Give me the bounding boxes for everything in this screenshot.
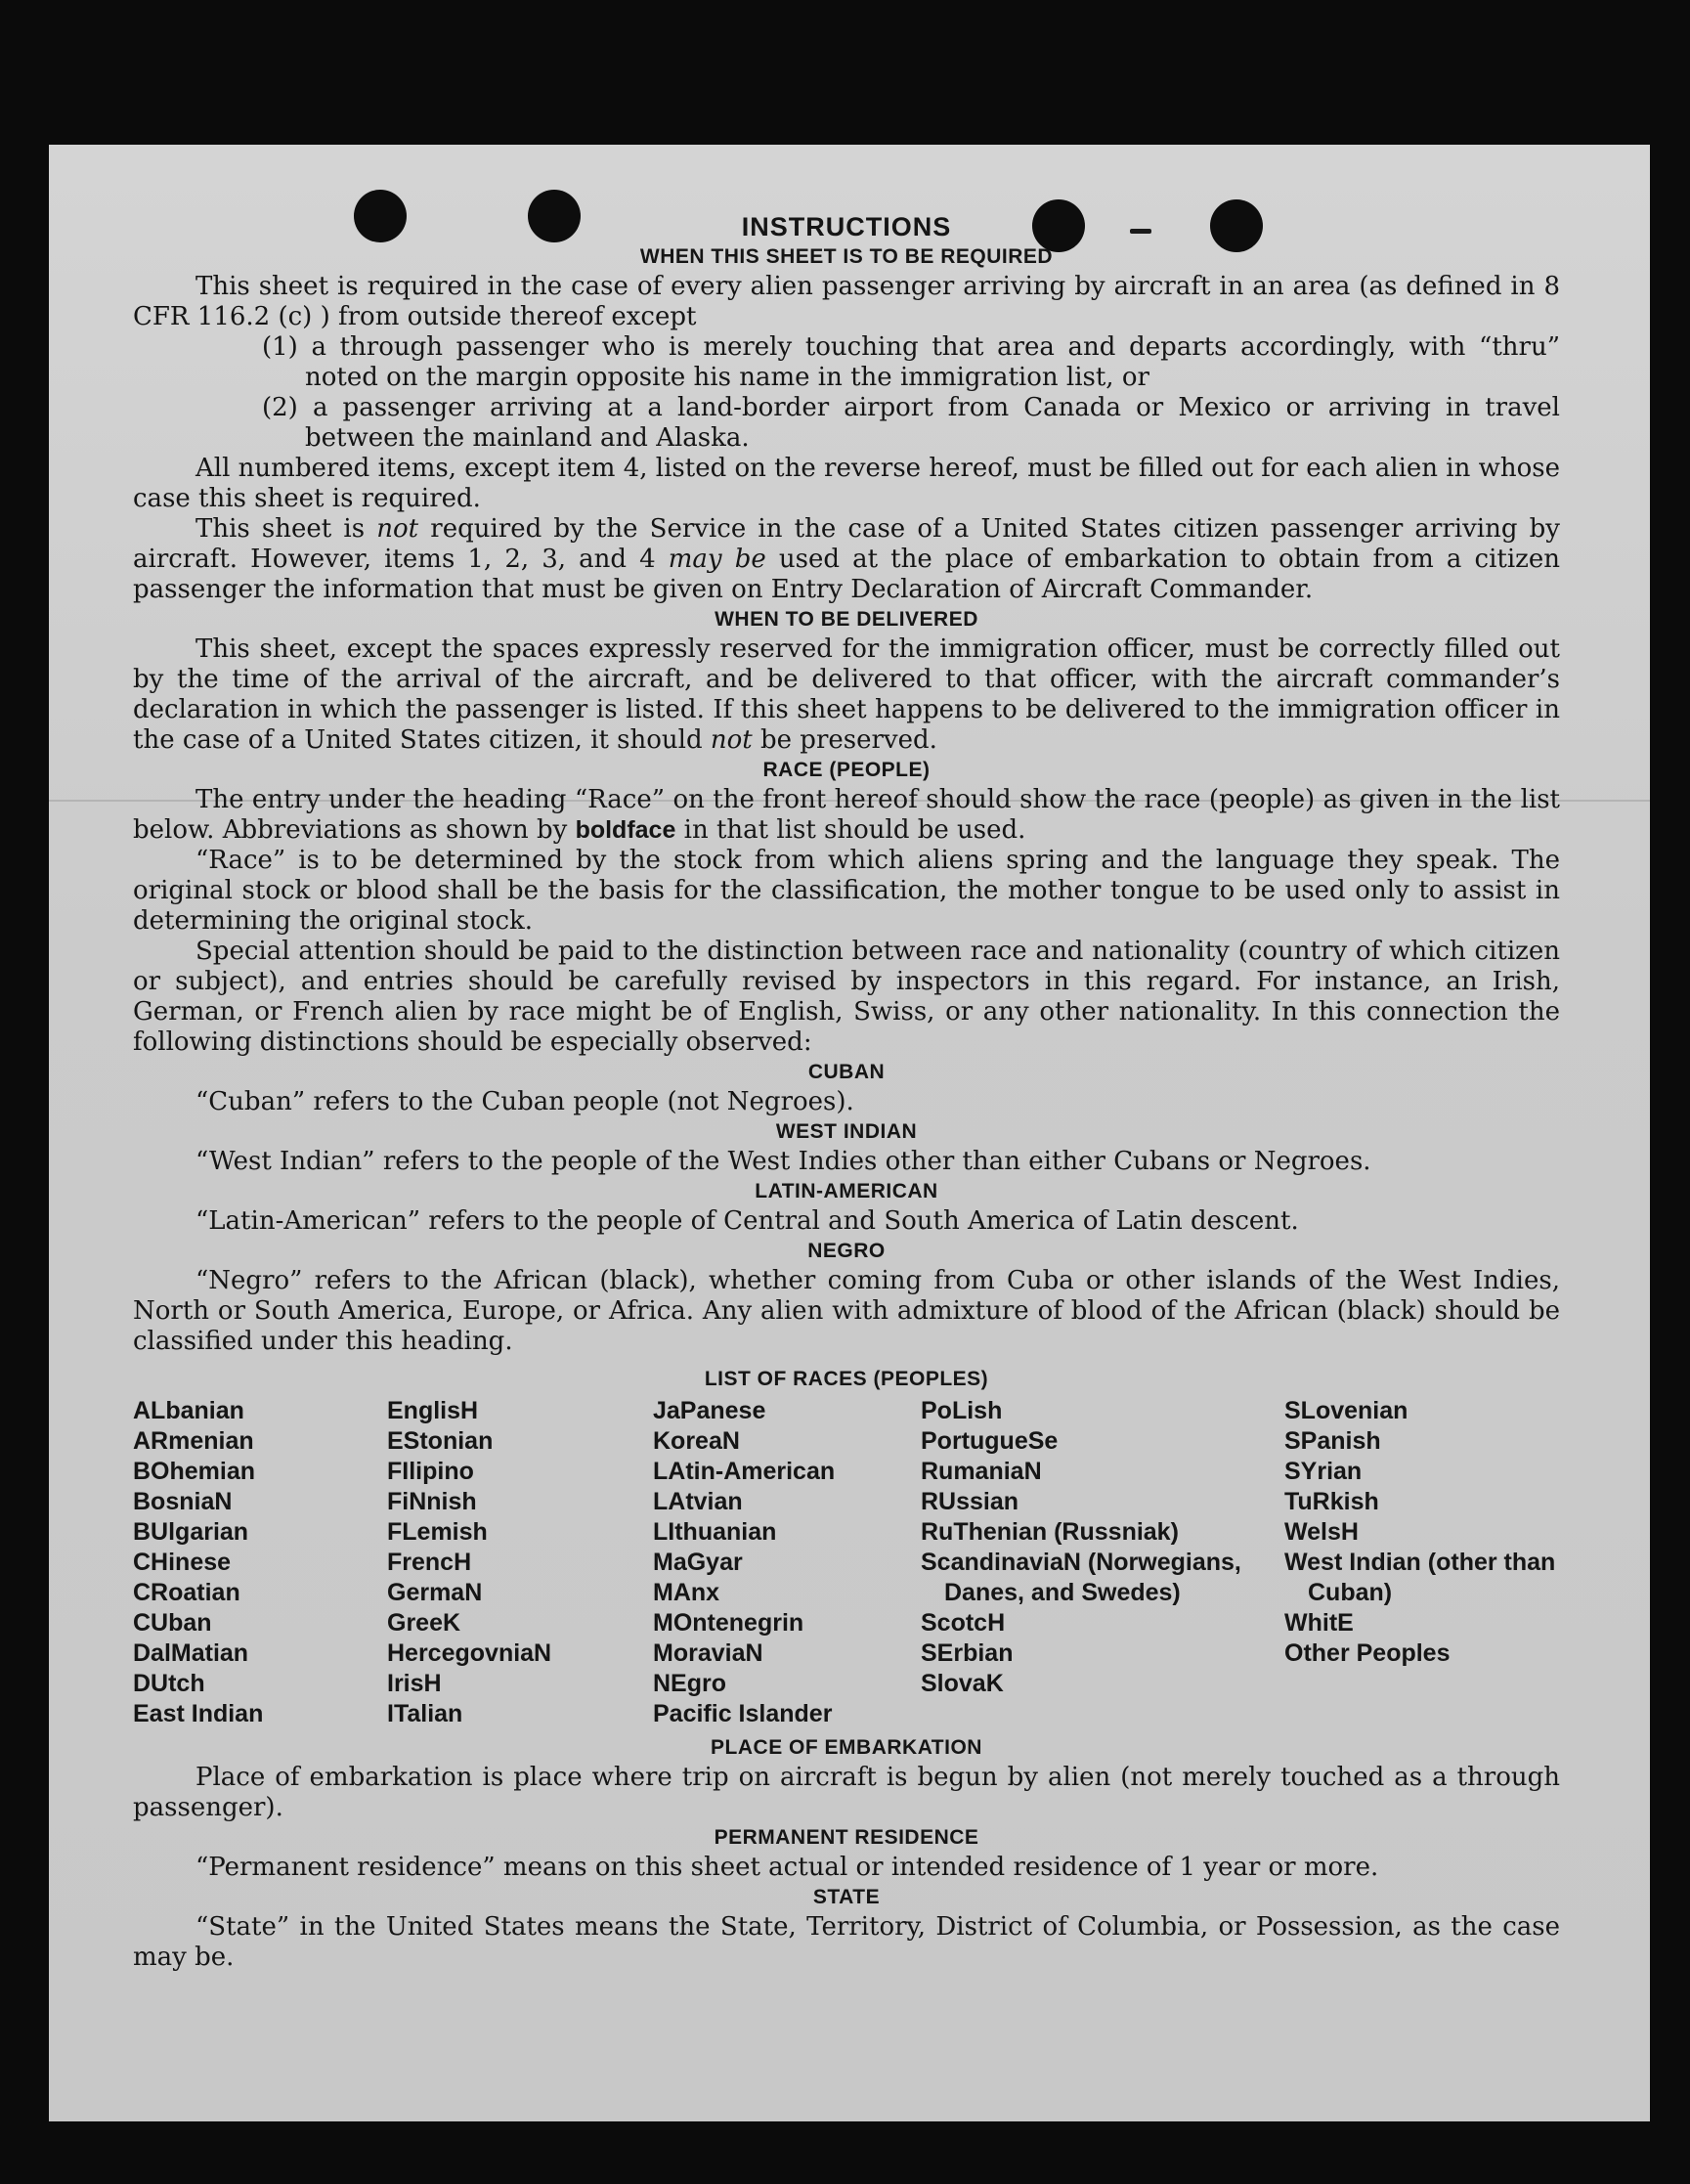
race-entry: SLovenian [1284, 1397, 1408, 1424]
race-entry: WelsH [1284, 1518, 1359, 1546]
race-entry: GermaN [387, 1579, 483, 1606]
race-entry: CRoatian [133, 1579, 240, 1606]
race-entry: ScotcH [921, 1609, 1006, 1637]
race-entry: PortugueSe [921, 1427, 1059, 1455]
race-entry: DUtch [133, 1670, 205, 1697]
race-entry: SYrian [1284, 1458, 1363, 1485]
race-entry: DalMatian [133, 1639, 249, 1667]
race-entry: RuThenian (Russniak) [921, 1518, 1179, 1546]
paragraph-embarkation: Place of embarkation is place where trip on aircraft is begun by alien (not merely touched as a through passenger). [133, 1763, 1560, 1822]
race-entry: FrencH [387, 1549, 472, 1576]
paragraph-latin-american: “Latin-American” refers to the people of Central and South America of Latin descent. [195, 1206, 1299, 1236]
paragraph-state: “State” in the United States means the State, Territory, District of Columbia, or Possession, as the case may be. [133, 1912, 1560, 1972]
paragraph-race-stock: “Race” is to be determined by the stock from which aliens spring and the language they speak. The original stock or blood shall be the basis for the classification, the mother tongue to be used only to assist in determining the original stock. [133, 846, 1560, 936]
race-entry: Pacific Islander [653, 1700, 833, 1727]
race-entry: SPanish [1284, 1427, 1381, 1455]
heading-state: STATE [812, 1886, 881, 1908]
race-entry: MOntenegrin [653, 1609, 804, 1637]
paragraph-cuban: “Cuban” refers to the Cuban people (not Negroes). [195, 1087, 854, 1116]
heading-list-of-races: LIST OF RACES (PEOPLES) [704, 1368, 989, 1390]
race-entry: PoLish [921, 1397, 1003, 1424]
race-entry: CHinese [133, 1549, 232, 1576]
race-entry: ITalian [387, 1700, 463, 1727]
paragraph-permanent-residence: “Permanent residence” means on this sheet actual or intended residence of 1 year or more. [195, 1853, 1379, 1882]
race-entry: NEgro [653, 1670, 726, 1697]
paragraph-west-indian: “West Indian” refers to the people of the West Indies other than either Cubans or Negroes. [195, 1147, 1371, 1176]
race-entry: BosniaN [133, 1488, 233, 1515]
race-entry: FiNnish [387, 1488, 477, 1515]
paragraph-delivered: This sheet, except the spaces expressly reserved for the immigration officer, must be correctly filled out by the time of the arrival of the aircraft, and be delivered to that officer, with the aircraft commander’s declaration in which the passenger is listed. If this sheet happens to be delivered to the immigration officer in the case of a United States citizen, it should not be preserved. [133, 634, 1560, 755]
paragraph-negro: “Negro” refers to the African (black), whether coming from Cuba or other islands of the West Indies, North or South America, Europe, or Africa. Any alien with admixture of blood of the African (black) should be classified under this heading. [133, 1266, 1560, 1356]
heading-race: RACE (PEOPLE) [762, 759, 931, 781]
races-column-3 [653, 1396, 921, 1729]
race-entry: TuRkish [1284, 1488, 1379, 1515]
race-entry: CUban [133, 1609, 212, 1637]
race-entry: FIlipino [387, 1458, 474, 1485]
race-entry: JaPanese [653, 1397, 766, 1424]
heading-cuban: CUBAN [807, 1061, 886, 1083]
paragraph-race-nationality: Special attention should be paid to the distinction between race and nationality (country of which citizen or subject), and entries should be carefully revised by inspectors in this regard. For instance, an Irish, German, or French alien by race might be of English, Swiss, or any other nationality. In this connection the following distinctions should be especially observed: [133, 937, 1560, 1057]
race-entry: WhitE [1284, 1609, 1354, 1637]
race-entry: LAtin-American [653, 1458, 836, 1485]
race-entry: LIthuanian [653, 1518, 777, 1546]
instructions-content [133, 211, 1560, 1973]
race-entry: MaGyar [653, 1549, 743, 1576]
exception-item-1: (1) a through passenger who is merely touching that area and departs accordingly, with “thru” noted on the margin opposite his name in the immigration list, or [262, 332, 1560, 392]
heading-negro: NEGRO [807, 1240, 886, 1262]
race-entry: MoraviaN [653, 1639, 763, 1667]
race-entry: ALbanian [133, 1397, 244, 1424]
race-entry: EnglisH [387, 1397, 479, 1424]
heading-permanent-residence: PERMANENT RESIDENCE [714, 1826, 979, 1849]
document-title: INSTRUCTIONS [741, 212, 952, 241]
race-entry: HercegovniaN [387, 1639, 552, 1667]
heading-embarkation: PLACE OF EMBARKATION [711, 1736, 982, 1759]
document-sheet [49, 145, 1650, 2121]
races-list [133, 1396, 1560, 1729]
race-entry: SErbian [921, 1639, 1014, 1667]
races-column-2 [387, 1396, 653, 1729]
paragraph-required: This sheet is required in the case of every alien passenger arriving by aircraft in an area (as defined in 8 CFR 116.2 (c) ) from outside thereof except [133, 272, 1560, 331]
race-entry: LAtvian [653, 1488, 743, 1515]
race-entry: KoreaN [653, 1427, 740, 1455]
race-entry: BOhemian [133, 1458, 256, 1485]
races-column-4 [921, 1396, 1284, 1729]
heading-latin-american: LATIN-AMERICAN [755, 1180, 938, 1202]
race-entry: GreeK [387, 1609, 461, 1637]
paragraph-race-entry: The entry under the heading “Race” on the front hereof should show the race (people) as given in the list below. Abbreviations as shown by boldface in that list should be used. [133, 785, 1560, 845]
race-entry: IrisH [387, 1670, 442, 1697]
race-entry: Other Peoples [1284, 1639, 1451, 1667]
race-entry: BUlgarian [133, 1518, 249, 1546]
race-entry: East Indian [133, 1700, 264, 1727]
exception-item-2: (2) a passenger arriving at a land-border airport from Canada or Mexico or arriving in travel between the mainland and Alaska. [262, 393, 1560, 453]
race-entry: RUssian [921, 1488, 1019, 1515]
race-entry: ARmenian [133, 1427, 254, 1455]
race-entry: EStonian [387, 1427, 494, 1455]
race-entry: SlovaK [921, 1670, 1004, 1697]
race-entry: FLemish [387, 1518, 488, 1546]
heading-west-indian: WEST INDIAN [775, 1120, 918, 1143]
heading-when-required: WHEN THIS SHEET IS TO BE REQUIRED [639, 245, 1054, 268]
paragraph-numbered-items: All numbered items, except item 4, listed on the reverse hereof, must be filled out for each alien in whose case this sheet is required. [133, 454, 1560, 513]
races-column-1 [133, 1396, 387, 1729]
race-entry: West Indian (other than Cuban) [1284, 1549, 1556, 1606]
race-entry: RumaniaN [921, 1458, 1042, 1485]
paragraph-citizen: This sheet is not required by the Service in the case of a United States citizen passenger arriving by aircraft. However, items 1, 2, 3, and 4 may be used at the place of embarkation to obtain from a citizen passenger the information that must be given on Entry Declaration of Aircraft Commander. [133, 514, 1561, 604]
heading-when-delivered: WHEN TO BE DELIVERED [715, 608, 978, 631]
races-column-5 [1284, 1396, 1560, 1729]
race-entry: MAnx [653, 1579, 720, 1606]
race-entry: ScandinaviaN (Norwegians, Danes, and Swedes) [921, 1549, 1241, 1606]
